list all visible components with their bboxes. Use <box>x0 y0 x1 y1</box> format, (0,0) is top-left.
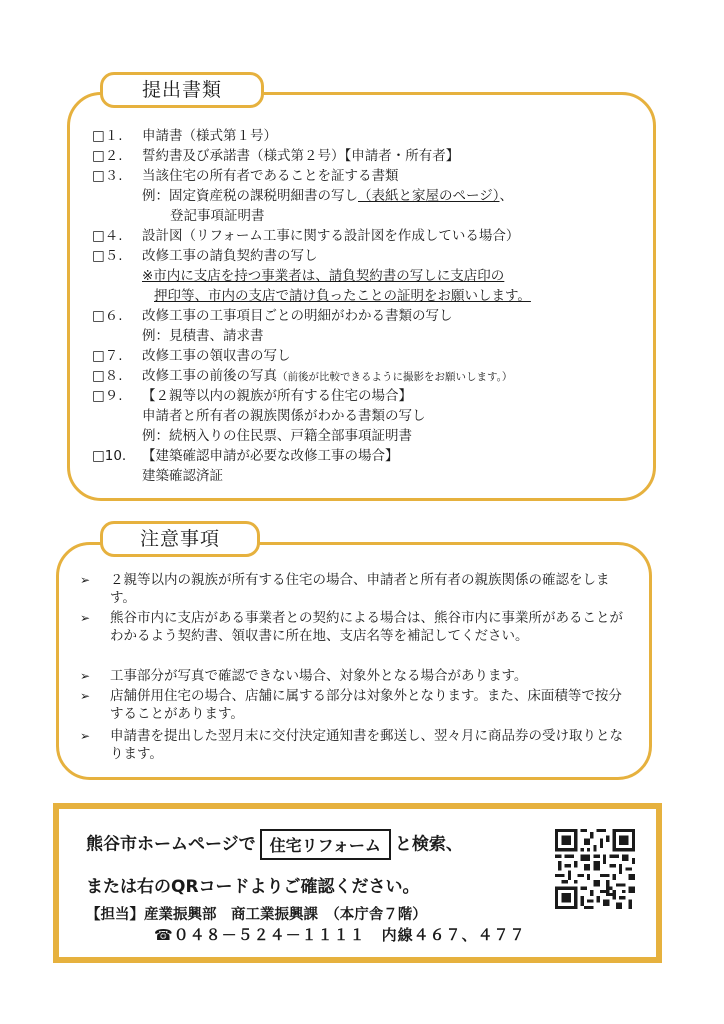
documents-title: 提出書類 <box>100 72 264 108</box>
doc-item-10-line-2: 建築確認済証 <box>142 468 223 484</box>
qr-code-icon[interactable] <box>555 829 635 909</box>
note-item-2: ➢ 熊谷市内に支店がある事業者との契約による場合は、熊谷市内に事業所があることがわかるよう契約書、領収書に所在地、支店名等を補記してください。 <box>80 610 623 644</box>
doc-item-9: □９. 【２親等以内の親族が所有する住宅の場合】 <box>92 388 412 404</box>
doc-item-5-note-2: 押印等、市内の支店で請け負ったことの証明をお願いします。 <box>154 288 531 304</box>
arrow-bullet-icon: ➢ <box>80 611 91 625</box>
note-item-5: ➢ 申請書を提出した翌月末に交付決定通知書を郵送し、翌々月に商品券の受け取りとなります。 <box>80 728 623 762</box>
doc-item-4: □４. 設計図（リフォーム工事に関する設計図を作成している場合） <box>92 228 520 244</box>
notes-title: 注意事項 <box>100 521 260 557</box>
doc-item-3-example: 例：固定資産税の課税明細書の写し（表紙と家屋のページ）、 <box>142 188 513 204</box>
note-item-3: ➢ 工事部分が写真で確認できない場合、対象外となる場合があります。 <box>80 668 528 684</box>
doc-item-5-note-1: ※市内に支店を持つ事業者は、請負契約書の写しに支店印の <box>142 268 505 284</box>
arrow-bullet-icon: ➢ <box>80 729 91 743</box>
doc-item-3-example-2: 登記事項証明書 <box>170 208 265 224</box>
arrow-bullet-icon: ➢ <box>80 689 91 703</box>
doc-item-5: □５. 改修工事の請負契約書の写し <box>92 248 318 264</box>
doc-item-3: □３. 当該住宅の所有者であることを証する書類 <box>92 168 399 184</box>
department-info: 【担当】産業振興部 商工業振興課 （本庁舎７階） <box>86 907 427 923</box>
phone-info: ☎０４８－５２４－１１１１ 内線４６７、４７７ <box>154 926 526 944</box>
search-keyword-box: 住宅リフォーム <box>260 829 391 860</box>
doc-item-2: □２. 誓約書及び承諾書（様式第２号）【申請者・所有者】 <box>92 148 460 164</box>
doc-item-9-example: 例：続柄入りの住民票、戸籍全部事項証明書 <box>142 428 412 444</box>
doc-item-9-line-2: 申請者と所有者の親族関係がわかる書類の写し <box>142 408 426 424</box>
note-item-4: ➢ 店舗併用住宅の場合、店舗に属する部分は対象外となります。また、床面積等で按分することがあります。 <box>80 688 622 722</box>
doc-item-6: □６. 改修工事の工事項目ごとの明細がわかる書類の写し <box>92 308 453 324</box>
doc-item-1: □１. 申請書（様式第１号） <box>92 128 277 144</box>
doc-item-6-example: 例：見積書、請求書 <box>142 328 264 344</box>
doc-item-7: □７. 改修工事の領収書の写し <box>92 348 291 364</box>
doc-item-10: □10. 【建築確認申請が必要な改修工事の場合】 <box>92 448 399 464</box>
arrow-bullet-icon: ➢ <box>80 669 91 683</box>
qr-instruction: または右のQRコードよりご確認ください。 <box>86 877 420 897</box>
arrow-bullet-icon: ➢ <box>80 573 91 587</box>
note-item-1: ➢ ２親等以内の親族が所有する住宅の場合、申請者と所有者の親族関係の確認をします。 <box>80 572 610 606</box>
doc-item-8: □８. 改修工事の前後の写真（前後が比較できるように撮影をお願いします。） <box>92 368 513 384</box>
search-instruction: 熊谷市ホームページで 住宅リフォーム と検索、 <box>86 829 463 860</box>
